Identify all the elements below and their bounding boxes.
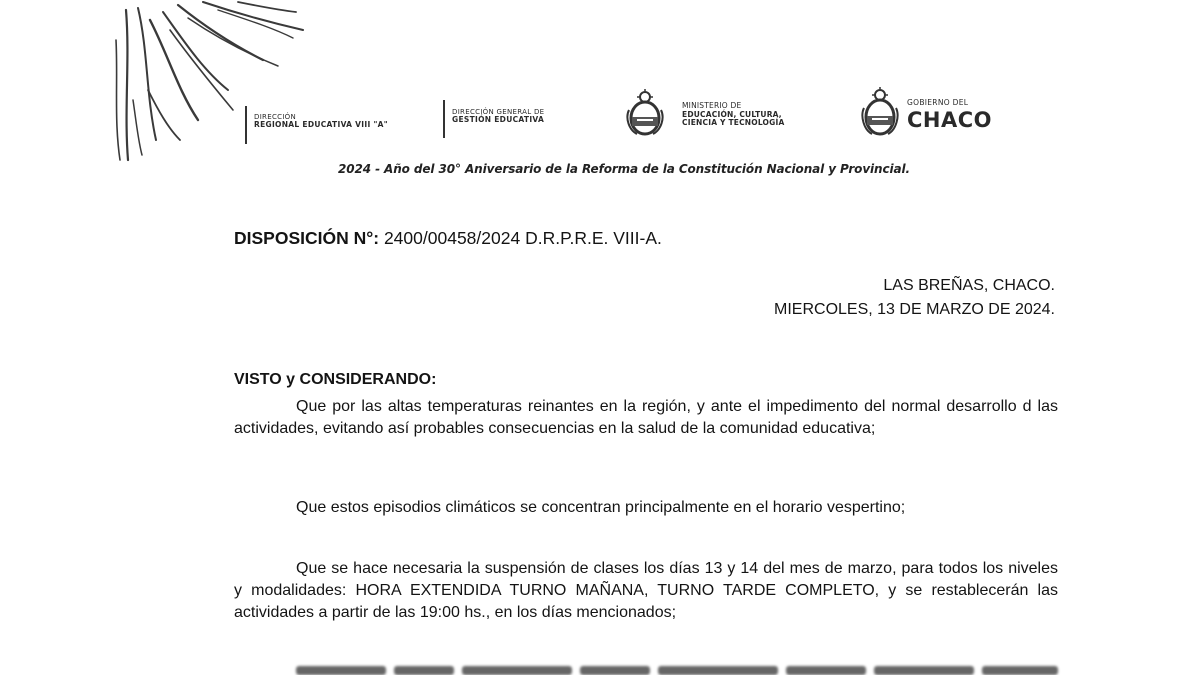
gobierno-chaco-logo (907, 99, 992, 132)
paragraph: Que por las altas temperaturas reinantes en la región, y ante el impedimento del normal desarrollo d las actividades, evitando así probables consecuencias en la salud de la comunidad educativa; (234, 398, 1058, 437)
paragraph: Que se hace necesaria la suspensión de clases los días 13 y 14 del mes de marzo, para todos los niveles y modalidades: HORA EXTENDIDA TURNO MAÑANA, TURNO TARDE COMPLETO, y se restablecerán las actividades a partir de las 19:00 hs., en los días mencionados; (234, 560, 1058, 621)
paragraph: Que estos episodios climáticos se concentran principalmente en el horario vespertino; (296, 499, 906, 516)
place-date-block (774, 274, 1055, 322)
direccion-regional-logo (254, 113, 388, 130)
direccion-regional-line1: DIRECCIÓN (254, 113, 297, 121)
date: MIERCOLES, 13 DE MARZO DE 2024. (774, 301, 1055, 318)
direccion-general-logo (452, 108, 544, 125)
anniversary-tagline: 2024 - Año del 30° Aniversario de la Reforma de la Constitución Nacional y Provincial. (338, 162, 910, 176)
gobierno-line2: CHACO (907, 107, 993, 132)
disposicion-number: 2400/00458/2024 D.R.P.R.E. VIII-A. (383, 228, 662, 248)
header-divider (443, 100, 445, 138)
ministerio-line2: EDUCACIÓN, CULTURA, (682, 109, 782, 119)
gobierno-line1: GOBIERNO DEL (907, 98, 969, 107)
sun-rays-icon (108, 0, 308, 170)
disposicion-line (234, 228, 662, 249)
coat-of-arms-icon (625, 88, 665, 138)
direccion-general-line1: DIRECCIÓN GENERAL DE (452, 108, 545, 116)
section-heading: VISTO y CONSIDERANDO: (234, 371, 437, 388)
ministerio-line1: MINISTERIO DE (682, 101, 742, 110)
header-divider (245, 106, 247, 144)
disposicion-label: DISPOSICIÓN N°: (234, 228, 380, 248)
ministerio-line3: CIENCIA Y TECNOLOGÍA (682, 118, 785, 128)
coat-of-arms-icon (860, 86, 900, 138)
direccion-general-line2: GESTIÓN EDUCATIVA (452, 115, 545, 125)
ministerio-logo (682, 102, 784, 128)
direccion-regional-line2: REGIONAL EDUCATIVA VIII "A" (254, 120, 388, 130)
place: LAS BREÑAS, CHACO. (883, 277, 1055, 294)
cut-off-text-row (234, 662, 1058, 675)
